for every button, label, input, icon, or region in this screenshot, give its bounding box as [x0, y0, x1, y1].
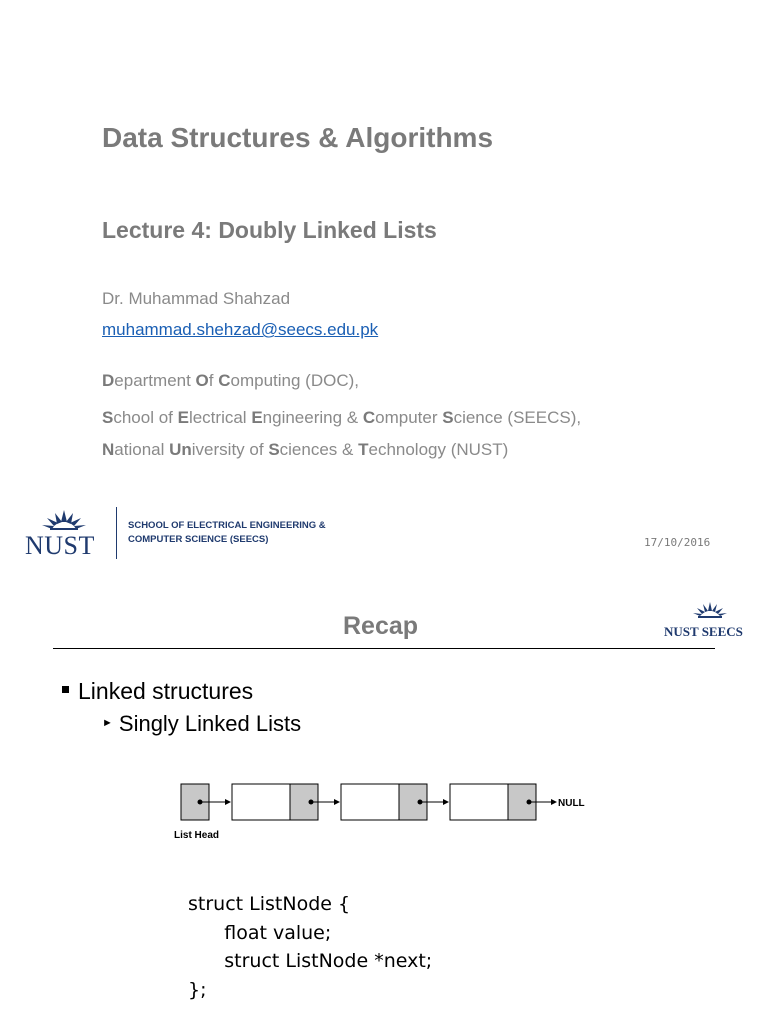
school-name-line1: SCHOOL OF ELECTRICAL ENGINEERING &: [128, 520, 326, 531]
lecture-subtitle: Lecture 4: Doubly Linked Lists: [102, 217, 437, 243]
logo-divider: [116, 507, 117, 559]
list-node-3: [450, 784, 556, 820]
list-head-node: [181, 784, 230, 820]
code-line: float value;: [188, 921, 332, 944]
title-underline: [53, 648, 715, 649]
triangle-bullet-icon: ►: [102, 717, 113, 730]
slide-date: 17/10/2016: [644, 536, 711, 549]
author-email-link[interactable]: muhammad.shehzad@seecs.edu.pk: [102, 320, 379, 339]
author-name: Dr. Muhammad Shahzad: [102, 289, 291, 308]
nust-seecs-logo-text: NUST SEECS: [664, 624, 743, 639]
list-node-2: [341, 784, 448, 820]
bullet-linked-structures: Linked structures: [62, 678, 253, 705]
list-head-label: List Head: [174, 830, 220, 841]
square-bullet-icon: [62, 686, 69, 693]
code-line: struct ListNode {: [188, 893, 351, 915]
school-name-line2: COMPUTER SCIENCE (SEECS): [128, 534, 269, 545]
slide-title: Data Structures & Algorithms: [102, 122, 494, 153]
department-line: Department Of Computing (DOC),: [102, 371, 359, 390]
bullet-singly-linked-lists: ► Singly Linked Lists: [102, 711, 302, 736]
code-block: [188, 890, 432, 1004]
singly-linked-list-diagram: [170, 780, 610, 850]
recap-title: Recap: [343, 612, 419, 640]
nust-logo-text: NUST: [25, 531, 95, 560]
null-label: NULL: [558, 798, 585, 809]
code-line: };: [188, 978, 207, 1001]
university-line: National University of Sciences & Technology (NUST): [102, 440, 509, 459]
code-line: struct ListNode *next;: [188, 950, 433, 972]
recap-slide: [0, 580, 768, 1024]
school-line: School of Electrical Engineering & Computer Science (SEECS),: [102, 408, 582, 427]
list-node-1: [232, 784, 339, 820]
